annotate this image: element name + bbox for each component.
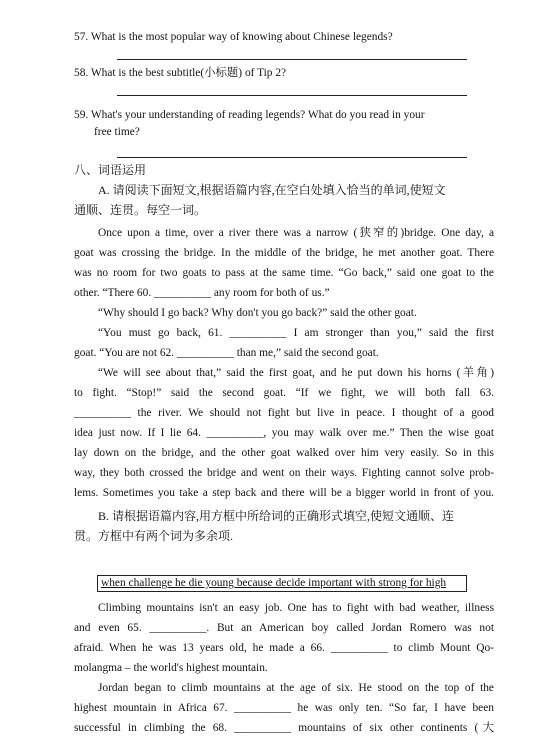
passage-a-line: was no room for two goats to pass at the same time. “Go back,” said one goat to the xyxy=(74,267,494,279)
word-box xyxy=(97,575,467,592)
passage-a-line: lay down on the bridge, and the other goat walked over him very easily. So in this xyxy=(74,447,494,459)
question-58: 58. What is the best subtitle(小标题) of Tip 2? xyxy=(74,67,287,79)
passage-b-line: molangma – the world's highest mountain. xyxy=(74,662,268,674)
passage-a-line: goat was crossing the bridge. In the middle of the bridge, he met another goat. There xyxy=(74,247,494,259)
passage-b-line-blank-65[interactable]: and even 65. __________. But an American boy called Jordan Romero was not xyxy=(74,622,494,634)
passage-a-line-blank-61[interactable]: “You must go back, 61. __________ I am stronger than you,” said the first xyxy=(98,327,494,339)
passage-a-line: “Why should I go back? Why don't you go back?” said the other goat. xyxy=(98,307,417,319)
question-59-line-2: free time? xyxy=(94,126,140,138)
passage-b-line-blank-67[interactable]: highest mountain in Africa 67. __________ he was only ten. “So far, I have been xyxy=(74,702,494,714)
part-a-instruction-2: 通顺、连贯。每空一词。 xyxy=(74,203,207,217)
answer-line-58[interactable] xyxy=(117,95,467,96)
passage-b-line-blank-68[interactable]: successful in climbing the 68. __________ mountains of six other continents (大 xyxy=(74,722,494,734)
question-59-line-1: 59. What's your understanding of reading legends? What do you read in your xyxy=(74,109,425,121)
passage-a-line-blank-60[interactable]: other. “There 60. __________ any room for both of us.” xyxy=(74,287,330,299)
answer-line-59[interactable] xyxy=(117,157,467,158)
passage-a-line: lems. Sometimes you take a step back and there will be a bigger world in front of you. xyxy=(74,487,494,499)
passage-a-line: way, they both crossed the bridge and went on their ways. Fighting cannot solve prob- xyxy=(74,467,494,479)
passage-a-line: Once upon a time, over a river there was a narrow (狭窄的)bridge. One day, a xyxy=(98,227,494,239)
question-57: 57. What is the most popular way of knowing about Chinese legends? xyxy=(74,31,393,43)
passage-a-line: __________ the river. We should not fight but live in peace. I thought of a good xyxy=(74,407,494,419)
passage-b-line-blank-66[interactable]: afraid. When he was 13 years old, he made a 66. __________ to climb Mount Qo- xyxy=(74,642,494,654)
part-a-instruction-1: A. 请阅读下面短文,根据语篇内容,在空白处填入恰当的单词,使短文 xyxy=(98,183,446,197)
passage-b-line: Jordan began to climb mountains at the age of six. He stood on the top of the xyxy=(98,682,494,694)
passage-a-line-blank-63[interactable]: to fight. “Stop!” said the second goat. “If we fight, we will both fall 63. xyxy=(74,387,494,399)
passage-a-line: “We will see about that,” said the first goat, and he put down his horns (羊角) xyxy=(98,367,494,379)
passage-b-line: Climbing mountains isn't an easy job. One has to fight with bad weather, illness xyxy=(98,602,494,614)
part-b-instruction-1: B. 请根据语篇内容,用方框中所给词的正确形式填空,使短文通顺、连 xyxy=(98,509,455,523)
passage-a-line-blank-62[interactable]: goat. “You are not 62. __________ than me,” said the second goat. xyxy=(74,347,379,359)
answer-line-57[interactable] xyxy=(117,59,467,60)
passage-a-line-blank-64[interactable]: idea just now. If I lie 64. __________, you may walk over me.” Then the wise goat xyxy=(74,427,494,439)
part-b-instruction-2: 贯。方框中有两个词为多余项. xyxy=(74,529,234,543)
section-8-title: 八、词语运用 xyxy=(74,163,147,177)
word-box-words: when challenge he die young because decide important with strong for high xyxy=(101,577,447,589)
